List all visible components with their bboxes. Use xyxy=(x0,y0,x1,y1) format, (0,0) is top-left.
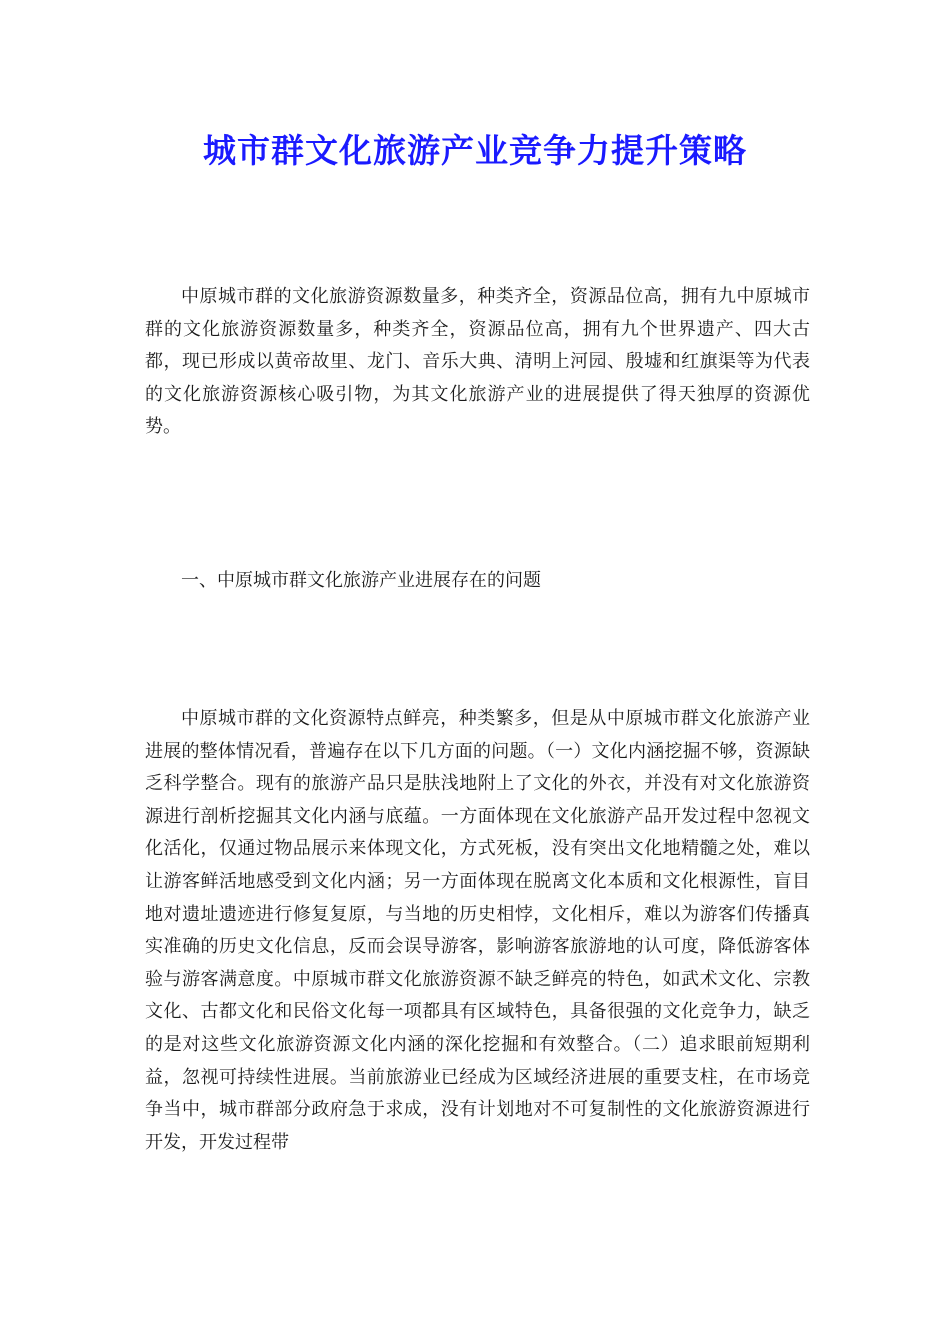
body-paragraph-problems: 中原城市群的文化资源特点鲜亮，种类繁多，但是从中原城市群文化旅游产业进展的整体情况看，普遍存在以下几方面的问题。（一）文化内涵挖掘不够，资源缺乏科学整合。现有的旅游产品只是肤浅地附上了文化的外衣，并没有对文化旅游资源进行剖析挖掘其文化内涵与底蕴。一方面体现在文化旅游产品开发过程中忽视文化活化，仅通过物品展示来体现文化，方式死板，没有突出文化地精髓之处，难以让游客鲜活地感受到文化内涵；另一方面体现在脱离文化本质和文化根源性，盲目地对遗址遗迹进行修复复原，与当地的历史相悖，文化相斥，难以为游客们传播真实准确的历史文化信息，反而会误导游客，影响游客旅游地的认可度，降低游客体验与游客满意度。中原城市群文化旅游资源不缺乏鲜亮的特色，如武术文化、宗教文化、古都文化和民俗文化每一项都具有区域特色，具备很强的文化竞争力，缺乏的是对这些文化旅游资源文化内涵的深化挖掘和有效整合。（二）追求眼前短期利益，忽视可持续性进展。当前旅游业已经成为区域经济进展的重要支柱，在市场竞争当中，城市群部分政府急于求成，没有计划地对不可复制性的文化旅游资源进行开发，开发过程带 xyxy=(145,708,810,1153)
document-title: 城市群文化旅游产业竞争力提升策略 xyxy=(203,131,747,170)
body-paragraph-intro: 中原城市群的文化旅游资源数量多，种类齐全，资源品位高，拥有九中原城市群的文化旅游资源数量多，种类齐全，资源品位高，拥有九个世界遗产、四大古都，现已形成以黄帝故里、龙门、音乐大典、清明上河园、殷墟和红旗渠等为代表的文化旅游资源核心吸引物，为其文化旅游产业的进展提供了得天独厚的资源优势。 xyxy=(145,286,810,438)
section-heading: 一、中原城市群文化旅游产业进展存在的问题 xyxy=(181,570,541,591)
